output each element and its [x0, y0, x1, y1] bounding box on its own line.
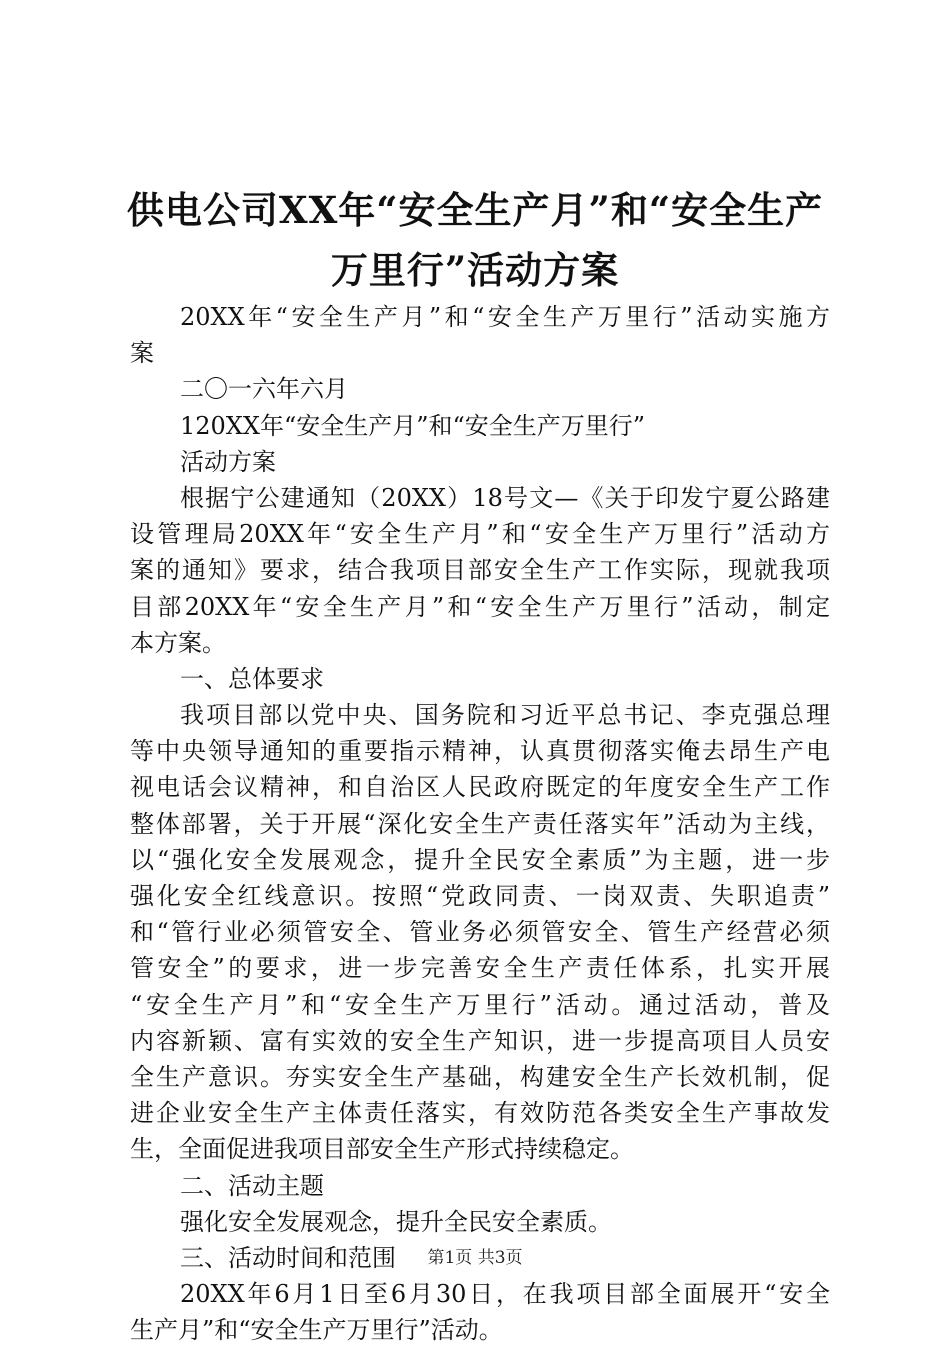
page-footer: 第1页 共3页: [427, 1248, 523, 1268]
body-line: 和“管行业必须管安全、管业务必须管安全、管生产经营必须: [130, 918, 830, 947]
body-line: 管安全”的要求，进一步完善安全生产责任体系，扎实开展: [130, 954, 830, 983]
section-heading: 三、活动时间和范围: [180, 1243, 396, 1272]
body-line: 活动方案: [180, 447, 276, 476]
body-line: 我项目部以党中央、国务院和习近平总书记、李克强总理: [180, 701, 830, 730]
body-line: 二〇一六年六月: [180, 375, 348, 404]
body-line: 内容新颖、富有实效的安全生产知识，进一步提高项目人员安: [130, 1026, 830, 1055]
body-line: 设管理局20XX年“安全生产月”和“安全生产万里行”活动方: [130, 520, 830, 549]
document-title-line-1: 供电公司XX年“安全生产月”和“安全生产: [126, 188, 824, 232]
body-line: 等中央领导通知的重要指示精神，认真贯彻落实俺去昂生产电: [130, 737, 830, 766]
body-line: 根据宁公建通知（20XX）18号文—《关于印发宁夏公路建: [180, 483, 830, 512]
body-line: 整体部署，关于开展“深化安全生产责任落实年”活动为主线，: [130, 809, 830, 838]
body-line: 生，全面促进我项目部安全生产形式持续稳定。: [130, 1135, 634, 1164]
section-heading: 二、活动主题: [180, 1171, 324, 1200]
body-line: 120XX年“安全生产月”和“安全生产万里行”: [180, 411, 646, 440]
body-line: 强化安全红线意识。按照“党政同责、一岗双责、失职追责”: [130, 882, 830, 910]
body-line: 案的通知》要求，结合我项目部安全生产工作实际，现就我项: [130, 556, 830, 585]
body-line: 20XX年6月1日至6月30日，在我项目部全面展开“安全: [180, 1280, 830, 1309]
document-body: [130, 299, 830, 1348]
body-line: 视电话会议精神，和自治区人民政府既定的年度安全生产工作: [130, 773, 830, 802]
body-line: 本方案。: [130, 628, 226, 657]
body-line: 目部20XX年“安全生产月”和“安全生产万里行”活动，制定: [130, 592, 830, 621]
section-heading: 一、总体要求: [180, 664, 324, 693]
body-line: 20XX年“安全生产月”和“安全生产万里行”活动实施方: [180, 303, 830, 331]
body-line: 强化安全发展观念，提升全民安全素质。: [180, 1207, 612, 1236]
body-line: 全生产意识。夯实安全生产基础，构建安全生产长效机制，促: [130, 1062, 830, 1091]
body-line: 生产月”和“安全生产万里行”活动。: [130, 1316, 503, 1345]
body-line: 以“强化安全发展观念，提升全民安全素质”为主题，进一步: [130, 845, 830, 874]
body-line: 案: [130, 339, 154, 368]
body-line: 进企业安全生产主体责任落实，有效防范各类安全生产事故发: [130, 1099, 830, 1128]
document-title-line-2: 万里行”活动方案: [330, 248, 620, 292]
body-line: “安全生产月”和“安全生产万里行”活动。通过活动，普及: [130, 990, 830, 1019]
